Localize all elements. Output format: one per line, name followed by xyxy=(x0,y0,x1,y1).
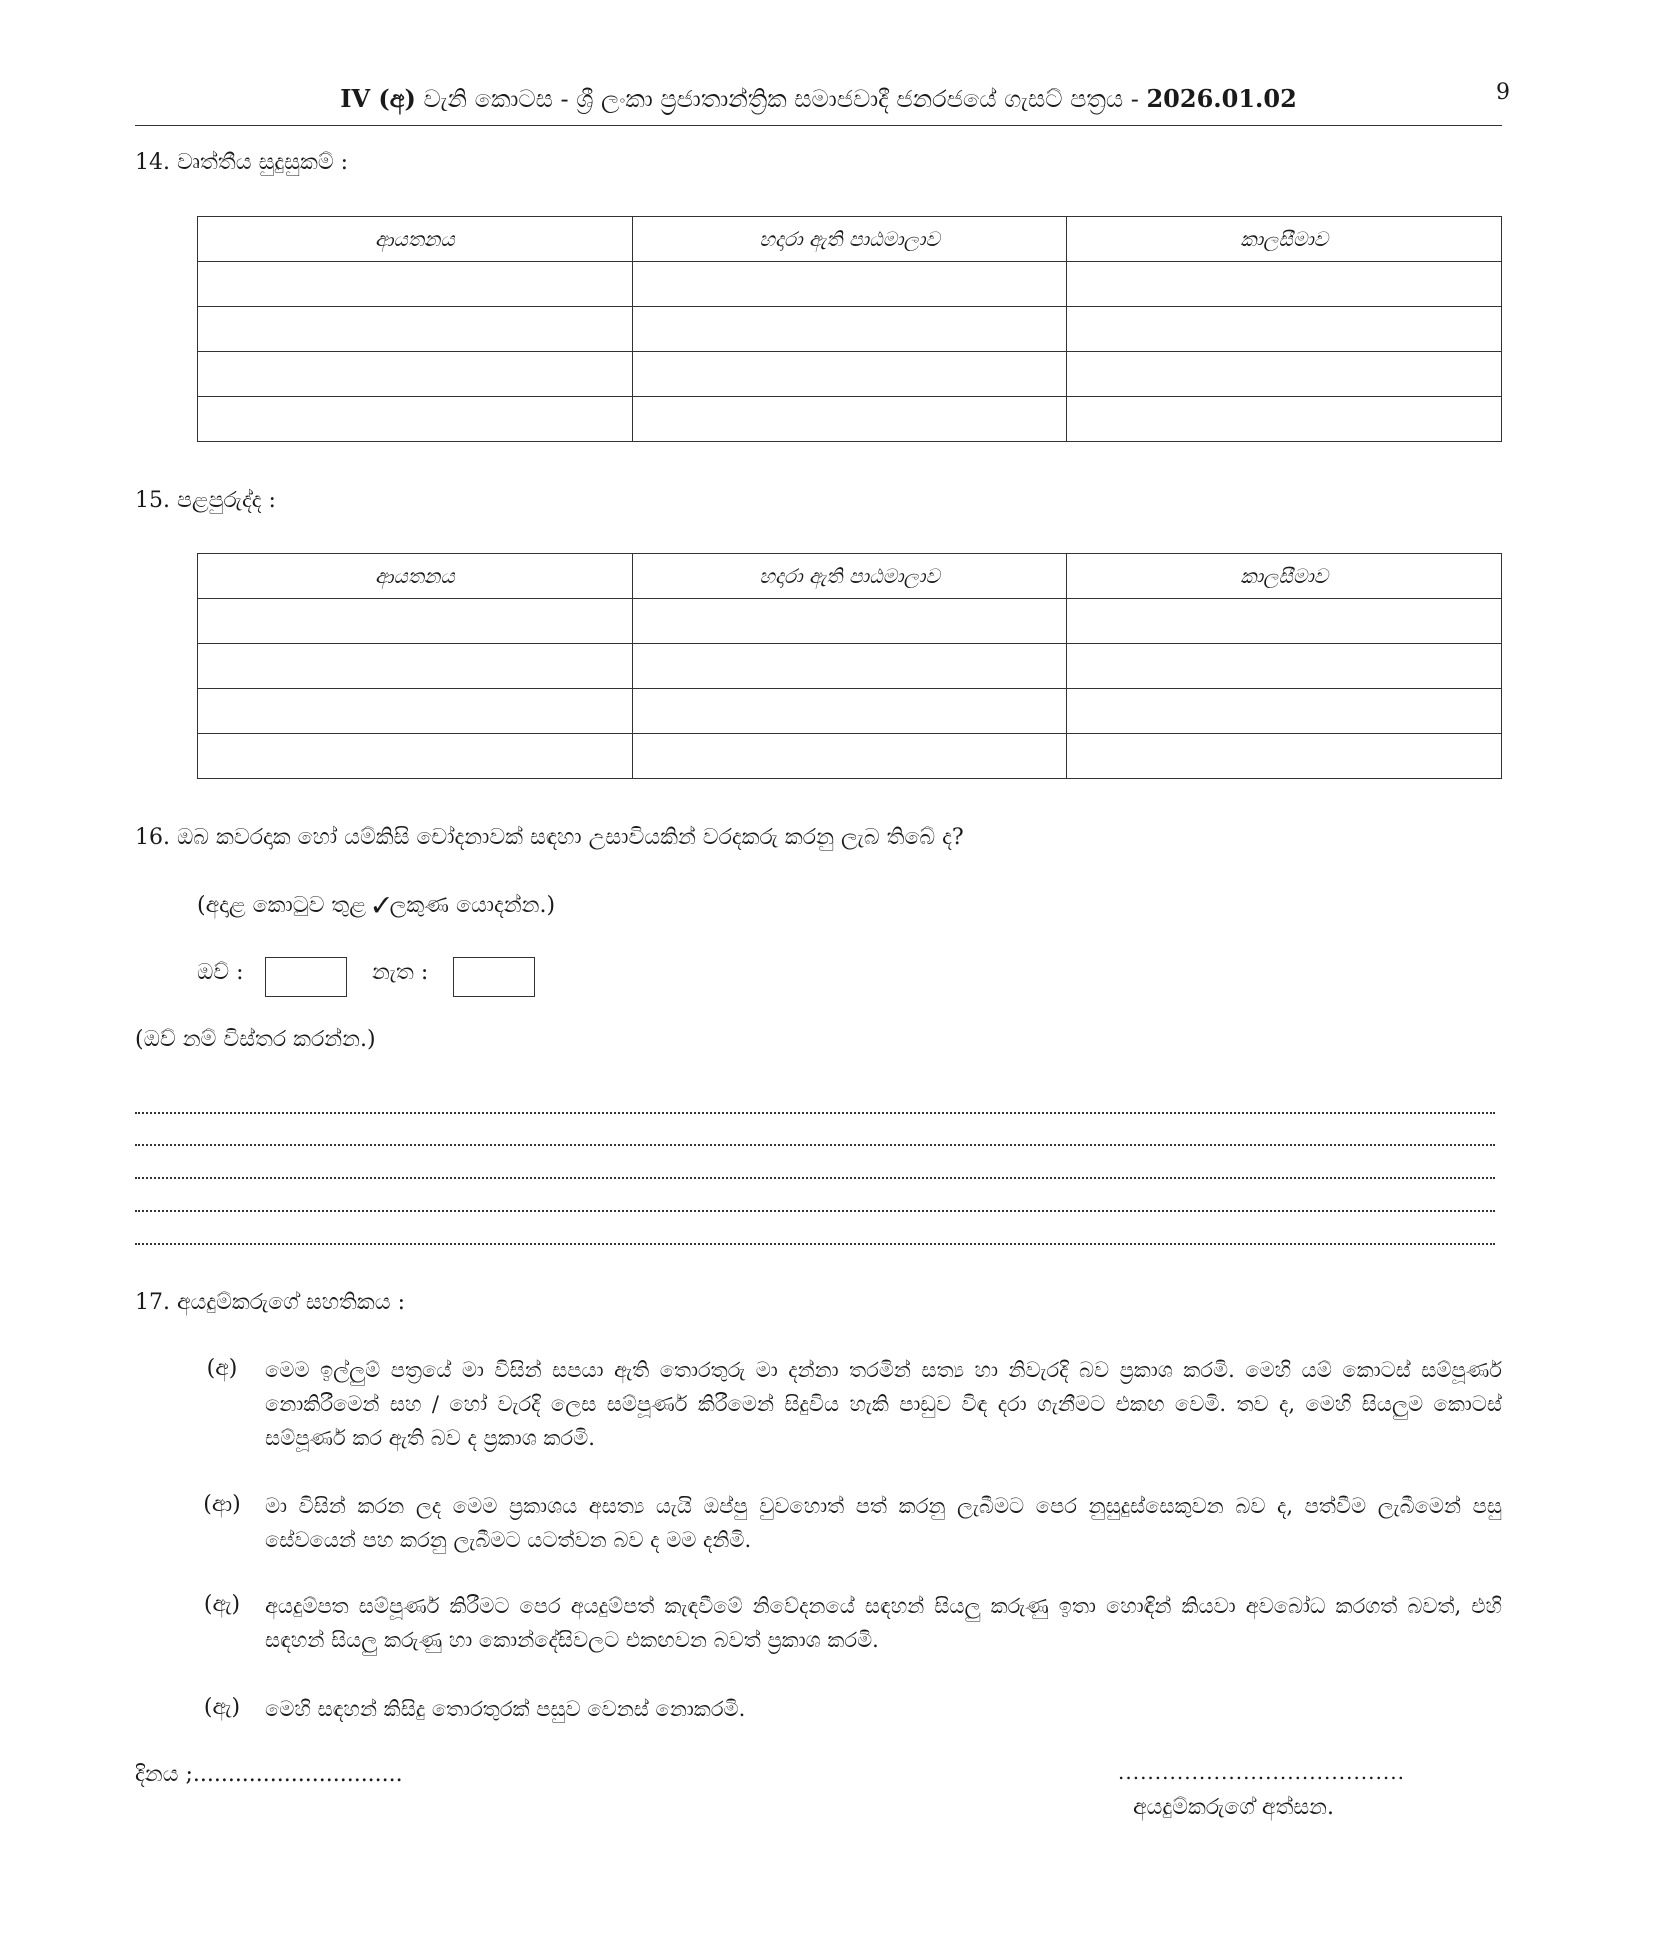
explain-line-5[interactable] xyxy=(135,1241,1495,1245)
table-row xyxy=(198,689,1502,734)
q15-cell[interactable] xyxy=(1067,734,1502,779)
q15-cell[interactable] xyxy=(632,644,1067,689)
q15-header-institution: ආයතනය xyxy=(198,554,633,599)
q15-cell[interactable] xyxy=(1067,644,1502,689)
signature-label: අයදුම්කරුගේ අත්සන. xyxy=(1133,1795,1335,1820)
signature-line[interactable]: ....................................... xyxy=(1118,1760,1405,1784)
date-field[interactable]: දිනය ;.............................. xyxy=(135,1762,403,1787)
header-title: වැනි කොටස - ශ්‍රී ලංකා ප්‍රජාතාන්ත්‍රික සමාජවාදී ජනරජයේ ගැසට් පත්‍රය - xyxy=(415,85,1147,113)
q14-cell[interactable] xyxy=(632,397,1067,442)
q15-table xyxy=(197,553,1502,779)
q15-cell[interactable] xyxy=(198,689,633,734)
declaration-marker-aa: (ආ) xyxy=(203,1492,241,1517)
q14-cell[interactable] xyxy=(632,307,1067,352)
explain-line-3[interactable] xyxy=(135,1175,1495,1179)
header-divider xyxy=(135,125,1502,126)
q16-explain-label: (ඔව් නම් විස්තර කරන්න.) xyxy=(135,1027,376,1052)
declaration-marker-ae: (ඇ) xyxy=(203,1592,241,1617)
explain-line-2[interactable] xyxy=(135,1142,1495,1146)
q15-header-course: හදාරා ඇති පාඨමාලාව xyxy=(632,554,1067,599)
q14-cell[interactable] xyxy=(198,262,633,307)
q15-header-duration: කාලසීමාව xyxy=(1067,554,1502,599)
page-header xyxy=(135,84,1502,113)
q16-instruction: (අදාළ කොටුව තුළ ✓ලකුණ යොදන්න.) xyxy=(197,893,556,918)
q14-label: 14. වෘත්තීය සුදුසුකම් : xyxy=(135,150,349,175)
q16-label: 16. ඔබ කවරදාක හෝ යම්කිසි චෝදනාවක් සඳහා උසාවියකින් වරදකරු කරනු ලැබ තිබේ ද? xyxy=(135,825,964,850)
declaration-text-aa: මා විසින් කරන ලද මෙම ප්‍රකාශය අසත්‍ය යැයි ඔප්පු වුවහොත් පත් කරනු ලැබීමට පෙර නුසුදුස්සෙකුවන බව ද, පත්වීම ලැබීමෙන් පසු සේවයෙන් පහ කරනු ලැබීමට යටත්වන බව ද මම දනිමි. xyxy=(265,1494,1502,1552)
table-row xyxy=(198,599,1502,644)
header-date: 2026.01.02 xyxy=(1146,84,1297,113)
declaration-text-a: මෙම ඉල්ලුම් පත්‍රයේ මා විසින් සපයා ඇති තොරතුරු මා දන්නා තරමින් සත්‍ය හා නිවැරදි බව ප්‍රකාශ කරමි. මෙහි යම් කොටස් සම්පූර්ණ නොකිරීමෙන් සහ / හෝ වැරදි ලෙස සම්පූර්ණ කිරීමෙන් සිදුවිය හැකි පාඩුව විඳ දරා ගැනීමට එකඟ වෙමි. තව ද, මෙහි සියලුම කොටස් සම්පූර්ණ කර ඇති බව ද ප්‍රකාශ කරමි. xyxy=(265,1358,1502,1450)
declaration-marker-ae2: (ඇ) xyxy=(203,1695,241,1720)
page-number: 9 xyxy=(1496,80,1510,105)
q15-label: 15. පළපුරුද්ද : xyxy=(135,488,276,513)
declaration-text-ae2: මෙහි සඳහන් කිසිදු තොරතුරක් පසුව වෙනස් නොකරමි. xyxy=(265,1697,746,1721)
q14-cell[interactable] xyxy=(632,352,1067,397)
q15-cell[interactable] xyxy=(198,734,633,779)
explain-line-1[interactable] xyxy=(135,1110,1495,1114)
q15-cell[interactable] xyxy=(632,734,1067,779)
no-checkbox[interactable] xyxy=(453,957,535,997)
header-part: IV (අ) xyxy=(340,84,416,113)
explain-line-4[interactable] xyxy=(135,1208,1495,1212)
table-row xyxy=(198,352,1502,397)
q14-cell[interactable] xyxy=(198,352,633,397)
q17-label: 17. අයදුම්කරුගේ සහතිකය : xyxy=(135,1290,405,1315)
q16-yes-label: ඔව් : xyxy=(197,960,244,985)
declaration-marker-a: (අ) xyxy=(206,1356,238,1381)
q14-cell[interactable] xyxy=(1067,262,1502,307)
q15-cell[interactable] xyxy=(198,644,633,689)
q14-header-course: හදාරා ඇති පාඨමාලාව xyxy=(632,217,1067,262)
yes-checkbox[interactable] xyxy=(265,957,347,997)
q14-cell[interactable] xyxy=(1067,307,1502,352)
q14-cell[interactable] xyxy=(632,262,1067,307)
q15-cell[interactable] xyxy=(198,599,633,644)
table-row xyxy=(198,262,1502,307)
q15-cell[interactable] xyxy=(1067,599,1502,644)
declaration-text-ae: අයදුම්පත සම්පූර්ණ කිරීමට පෙර අයදුම්පත් කැඳවීමේ නිවේදනයේ සඳහන් සියලු කරුණු ඉතා හොඳින් කියවා අවබෝධ කරගත් බවත්, එහි සඳහන් සියලු කරුණු හා කොන්දේසිවලට එකඟවන බවත් ප්‍රකාශ කරමි. xyxy=(265,1594,1502,1652)
table-row xyxy=(198,307,1502,352)
q14-header-duration: කාලසීමාව xyxy=(1067,217,1502,262)
q14-cell[interactable] xyxy=(1067,352,1502,397)
q15-cell[interactable] xyxy=(632,599,1067,644)
q14-header-institution: ආයතනය xyxy=(198,217,633,262)
q16-no-label: නැත : xyxy=(372,960,429,985)
table-row xyxy=(198,734,1502,779)
q14-cell[interactable] xyxy=(198,307,633,352)
table-row xyxy=(198,397,1502,442)
q15-cell[interactable] xyxy=(1067,689,1502,734)
q14-cell[interactable] xyxy=(198,397,633,442)
q15-cell[interactable] xyxy=(632,689,1067,734)
q14-cell[interactable] xyxy=(1067,397,1502,442)
table-row xyxy=(198,644,1502,689)
q14-table xyxy=(197,216,1502,442)
